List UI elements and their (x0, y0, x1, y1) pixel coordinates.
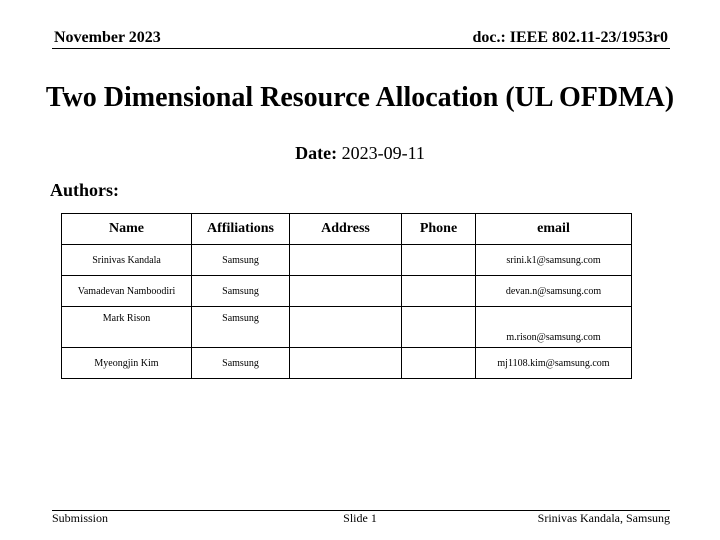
date-label: Date: (295, 143, 338, 163)
header-phone: Phone (402, 214, 476, 245)
author-name: Srinivas Kandala (62, 245, 192, 276)
author-address (290, 245, 402, 276)
header-name: Name (62, 214, 192, 245)
author-address (290, 348, 402, 379)
header-doc-id: doc.: IEEE 802.11-23/1953r0 (472, 29, 668, 46)
author-name: Mark Rison (62, 307, 192, 348)
footer-slide-number: Slide 1 (343, 511, 377, 525)
table-row (62, 276, 632, 307)
header-address: Address (290, 214, 402, 245)
author-affiliation: Samsung (192, 307, 290, 348)
authors-label: Authors: (50, 180, 120, 200)
author-phone (402, 348, 476, 379)
header-affiliations: Affiliations (192, 214, 290, 245)
author-address (290, 276, 402, 307)
author-affiliation: Samsung (192, 348, 290, 379)
footer-submission: Submission (52, 511, 109, 525)
author-phone (402, 276, 476, 307)
slide-title: Two Dimensional Resource Allocation (UL OFDMA) (45, 82, 675, 113)
author-email: mj1108.kim@samsung.com (476, 348, 632, 379)
date-value: 2023-09-11 (341, 143, 425, 163)
header-date: November 2023 (54, 29, 161, 46)
date-line (0, 143, 720, 164)
header-divider (52, 48, 670, 49)
table-row (62, 307, 632, 348)
footer-author: Srinivas Kandala, Samsung (537, 511, 670, 525)
author-name: Myeongjin Kim (62, 348, 192, 379)
author-address (290, 307, 402, 348)
author-affiliation: Samsung (192, 276, 290, 307)
author-email: srini.k1@samsung.com (476, 245, 632, 276)
author-phone (402, 245, 476, 276)
header-email: email (476, 214, 632, 245)
table-row (62, 245, 632, 276)
authors-table (61, 213, 632, 379)
author-phone (402, 307, 476, 348)
author-email: m.rison@samsung.com (476, 307, 632, 348)
author-email: devan.n@samsung.com (476, 276, 632, 307)
author-affiliation: Samsung (192, 245, 290, 276)
author-name: Vamadevan Namboodiri (62, 276, 192, 307)
table-header-row (62, 214, 632, 245)
table-row (62, 348, 632, 379)
